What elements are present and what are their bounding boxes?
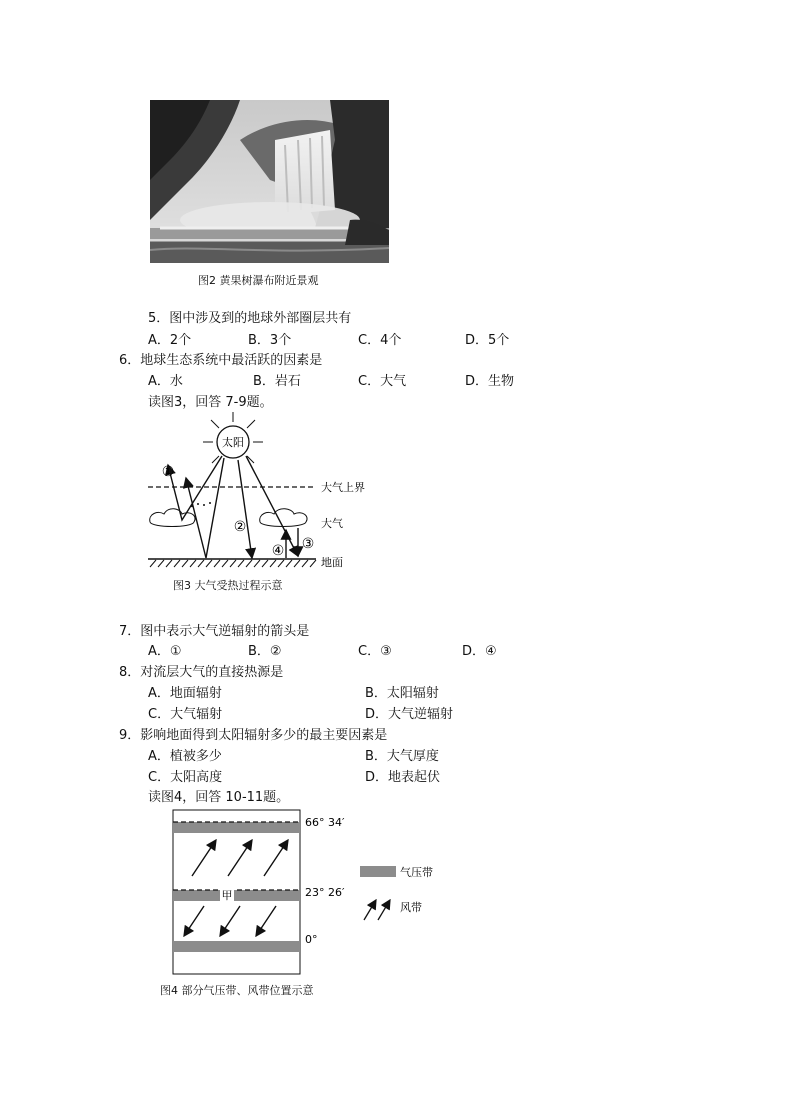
intro-7-9: 读图3，回答 7-9题。 <box>148 395 273 410</box>
legend-pressure-swatch <box>360 866 396 877</box>
mark-jia: 甲 <box>221 889 233 902</box>
question-6-option-c: C．大气 <box>358 374 407 389</box>
question-6-option-a: A．水 <box>148 374 183 389</box>
ray-ground-reflect <box>186 458 224 558</box>
question-5-option-c: C．4个 <box>358 333 402 348</box>
marker-2: ② <box>233 519 247 535</box>
solar-ray-right <box>246 456 298 556</box>
question-8-option-b: B．太阳辐射 <box>365 686 439 701</box>
question-9-option-b: B．大气厚度 <box>365 749 439 764</box>
question-6-stem: 6．地球生态系统中最活跃的因素是 <box>119 353 323 368</box>
marker-1: ① <box>161 464 175 480</box>
figure3-caption: 图3 大气受热过程示意 <box>173 579 283 592</box>
question-5-stem: 5．图中涉及到的地球外部圈层共有 <box>148 311 352 326</box>
marker-4: ④ <box>271 543 285 559</box>
question-8-option-d: D．大气逆辐射 <box>365 707 454 722</box>
pressure-wind-belts-diagram <box>160 808 460 976</box>
question-7-option-a: A．① <box>148 644 182 659</box>
sun-label: 太阳 <box>222 436 244 449</box>
question-9-option-c: C．太阳高度 <box>148 770 223 785</box>
label-top-atmosphere: 大气上界 <box>321 481 365 494</box>
marker-3: ③ <box>301 536 315 552</box>
question-7-option-c: C．③ <box>358 644 392 659</box>
cloud-right <box>260 509 307 527</box>
legend-wind-label: 风带 <box>400 901 422 914</box>
figure2-caption: 图2 黄果树瀑布附近景观 <box>198 274 319 287</box>
lat-23-label: 23° 26′ <box>305 886 345 899</box>
question-8-option-c: C．大气辐射 <box>148 707 223 722</box>
question-7-option-d: D．④ <box>462 644 497 659</box>
question-9-option-d: D．地表起伏 <box>365 770 441 785</box>
question-8-stem: 8．对流层大气的直接热源是 <box>119 665 284 680</box>
atmosphere-heating-diagram <box>140 410 380 572</box>
question-7-stem: 7．图中表示大气逆辐射的箭头是 <box>119 624 310 639</box>
waterfall-photo <box>150 100 389 263</box>
question-5-option-d: D．5个 <box>465 333 510 348</box>
label-ground: 地面 <box>321 556 343 569</box>
question-5-option-b: B．3个 <box>248 333 292 348</box>
question-8-option-a: A．地面辐射 <box>148 686 222 701</box>
arrow-2 <box>238 460 252 558</box>
question-9-stem: 9．影响地面得到太阳辐射多少的最主要因素是 <box>119 728 388 743</box>
question-9-option-a: A．植被多少 <box>148 749 222 764</box>
ground-surface <box>148 559 316 567</box>
label-atmosphere: 大气 <box>321 517 343 530</box>
lat-66-label: 66° 34′ <box>305 816 345 829</box>
question-6-option-b: B．岩石 <box>253 374 301 389</box>
legend-wind-icon <box>364 900 376 920</box>
figure4-caption: 图4 部分气压带、风带位置示意 <box>160 984 314 997</box>
pressure-belt-23 <box>173 890 300 901</box>
cloud-left <box>150 509 195 527</box>
pressure-belt-0 <box>173 941 300 952</box>
lat-0-label: 0° <box>305 933 318 946</box>
legend-pressure-label: 气压带 <box>400 866 433 879</box>
sun-icon <box>203 412 263 463</box>
question-5-option-a: A．2个 <box>148 333 192 348</box>
pressure-belt-66 <box>173 822 300 833</box>
question-7-option-b: B．② <box>248 644 282 659</box>
intro-10-11: 读图4，回答 10-11题。 <box>148 790 290 805</box>
question-6-option-d: D．生物 <box>465 374 515 389</box>
